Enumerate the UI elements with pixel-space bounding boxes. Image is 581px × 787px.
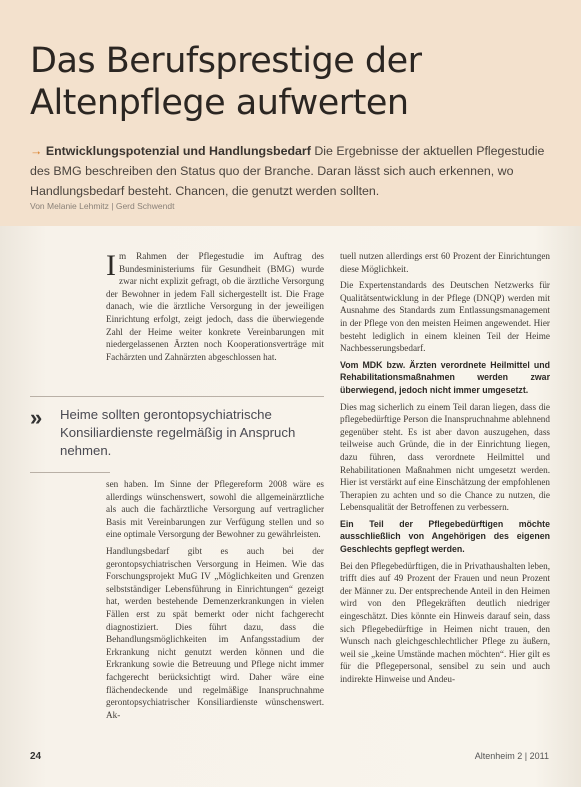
author-byline: Von Melanie Lehmitz | Gerd Schwendt: [30, 201, 175, 211]
paragraph: Die Expertenstandards des Deutschen Netzwerks für Qualitätsentwicklung in der Pflege (DNQP) werden mit Ausnahme des Standards zum Entlassungsmanagement in der Pflege von den meisten Heimen angewendet. Hier besteht lediglich in einem kleinen Teil der Heime Nachbesserungsbedarf.: [340, 280, 550, 354]
drop-cap: I: [106, 249, 116, 282]
arrow-icon: →: [30, 144, 43, 158]
subheading: Vom MDK bzw. Ärzten verordnete Heilmittel und Rehabilitationsmaßnahmen werden zwar überwiegend, jedoch nicht immer umgesetzt.: [340, 359, 550, 395]
column-left-bottom: [106, 478, 324, 725]
subheading: Ein Teil der Pflegebedürftigen möchte ausschließlich von Angehörigen des eigenen Geschlechts gepflegt werden.: [340, 518, 550, 555]
paragraph: sen haben. Im Sinne der Pflegereform 2008 wäre es allerdings wünschenswert, sowohl die allgemeinärztliche als auch die fachärztliche Versorgung auf vertraglicher Basis mit Vereinbarungen zur Verfügung stellen und so eine optimale Versorgung der Bewohner zu gewährleisten.: [106, 479, 324, 540]
quote-mark-icon: »: [30, 405, 43, 430]
pullquote-rule-bottom: [30, 472, 110, 473]
paragraph-intro: m Rahmen der Pflegestudie im Auftrag des Bundesministeriums für Gesundheit (BMG) wurde zwar nicht explizit gefragt, ob die ärztliche Versorgung der Bewohner in jedem Fall sichergestellt ist. Die Frage danach, wie die ärztliche Versorgung in der jeweiligen Einrichtung erfolgt, zeigt jedoch, dass die überwiegende Zahl der Heime weiter konkrete Vereinbarungen mit niedergelassenen Ärzten noch Kooperationsverträge mit Fachärzten und Zahnärzten abgeschlossen hat.: [106, 251, 324, 362]
paragraph: Bei den Pflegebedürftigen, die in Privathaushalten leben, trifft dies auf 49 Prozent der Frauen und neun Prozent der Männer zu. Der entsprechende Anteil in den Heimen wird von den Pflegekräften deutlich niedriger eingeschätzt. Dies könnte ein Hinweis darauf sein, dass sich Pflegebedürftige in Heimen nicht trauen, den Wunsch nach gleichgeschlechtlicher Pflege zu äußern, weil sie „keine Umstände machen möchten“. Hier gilt es für die Pflegepersonal, sensibel zu sein und auch indirekte Hinweise und Andeu-: [340, 560, 550, 684]
pullquote-text: Heime sollten gerontopsychiatrische Konsiliardienste regelmäßig in Anspruch nehmen.: [60, 407, 296, 458]
paragraph: Dies mag sicherlich zu einem Teil daran liegen, dass die pflegebedürftige Person die Inanspruchnahme ablehnend gegenüber steht. Es ist aber davon auszugehen, dass teilweise auch Gründe, die in der Einrichtung liegen, dazu führen, dass verordnete Heilmittel und Rehabilitationen Maßnahmen nicht umgesetzt werden. Hier ist verstärkt auf eine Einschätzung der empfohlenen Therapien zu achten und so die Chance zu nutzen, die Lebensqualität der Betroffenen zu verbessern.: [340, 401, 550, 513]
title-line-1: Das Berufsprestige der: [30, 41, 422, 81]
paragraph: Handlungsbedarf gibt es auch bei der gerontopsychiatrischen Versorgung in Heimen. Wie das Forschungsprojekt MuG IV „Möglichkeiten und Grenzen selbstständiger Lebensführung in Einrichtungen“ gezeigt hat, werden bestehende Demenzerkrankungen in vielen Fällen erst zu spät bemerkt oder nicht fachgerecht diagnostiziert. Dies führt dazu, dass die Behandlungsmöglichkeiten im Anfangsstadium der Erkrankung nicht genutzt werden können und die Erkrankung sowie die Betreuung und Pflege nicht immer fachgerecht berücksichtigt wird. Daher wäre eine flächendeckende und regelmäßige Inanspruchnahme gerontopsychiatrischer Konsiliardienste wünschenswert. Ak-: [106, 545, 324, 720]
column-right: [340, 250, 550, 690]
magazine-footer: Altenheim 2 | 2011: [474, 751, 549, 761]
title-line-2: Altenpflege aufwerten: [30, 83, 409, 123]
pullquote-rule-top: [30, 396, 324, 397]
article-title: [30, 40, 550, 124]
lead-paragraph: [30, 141, 555, 201]
column-left-top: [106, 250, 324, 367]
paragraph: tuell nutzen allerdings erst 60 Prozent der Einrichtungen diese Möglichkeit.: [340, 251, 550, 274]
pullquote: [30, 406, 320, 466]
lead-text: Die Ergebnisse der aktuellen Pflegestudie des BMG beschreiben den Status quo der Branche. Daran lässt sich auch erkennen, wo Handlungsbedarf besteht. Chancen, die genutzt werden sollten.: [30, 144, 545, 198]
kicker: Entwicklungspotenzial und Handlungsbedarf: [45, 144, 311, 158]
page-number: 24: [30, 751, 42, 762]
